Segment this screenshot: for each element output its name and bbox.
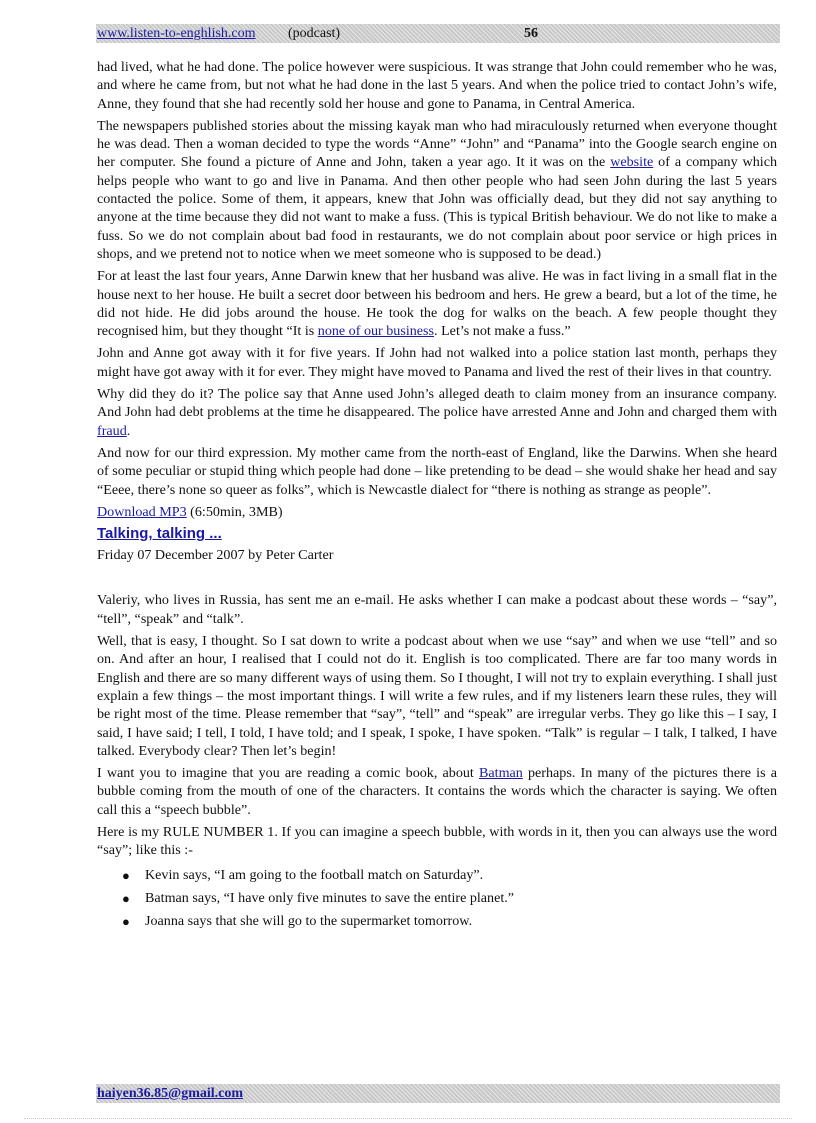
bullet-icon: ● [122,867,130,883]
list-item-text: Joanna says that she will go to the supermarket tomorrow. [145,912,473,929]
article2-paragraph-2: Well, that is easy, I thought. So I sat down to write a podcast about when we use “say” and when we use “tell” and so on. And after an hour, I realised that I could not do it. English is too complicated. There are far too many words in English and there are so many different ways of using them. So I thought, I will not try to explain everything. I shall just explain a few things – the most important things. I will write a few rules, and if my listeners learn these rules, they will be right most of the time. Please remember that “say”, “tell” and “speak” are irregular verbs. They go like this – I say, I said, I have said; I tell, I told, I have told; and I speak, I spoke, I have spoken. “Talk” is regular – I talk, I talked, I have talked. Everybody clear? Then let’s begin! [97,633,777,759]
header-site-link[interactable]: www.listen-to-enghlish.com [97,26,256,41]
document-body [97,58,777,933]
article2-byline: Friday 07 December 2007 by Peter Carter [97,547,334,564]
page-number: 56 [524,26,538,41]
article1-paragraph-5-text-a: Why did they do it? The police say that Anne used John’s alleged death to claim money from an insurance company. And John had debt problems at the time he disappeared. The police have arrested Anne and John and charged them with [97,386,777,421]
header-podcast-label: (podcast) [288,26,341,41]
article2-paragraph-4: Here is my RULE NUMBER 1. If you can imagine a speech bubble, with words in it, then you can always use the word “say”; like this :- [97,823,777,859]
list-item-text: Kevin says, “I am going to the football match on Saturday”. [145,866,484,883]
bullet-icon: ● [122,890,130,906]
list-item-text: Batman says, “I have only five minutes to save the entire planet.” [145,889,515,906]
download-info: (6:50min, 3MB) [186,503,283,520]
fraud-link[interactable]: fraud [97,422,127,439]
article2-title [97,524,777,544]
article1-paragraph-2 [97,117,777,263]
article2-paragraph-3-text-a: I want you to imagine that you are reading a comic book, about [97,765,479,782]
examples-list [97,864,777,933]
download-line [97,503,777,521]
article1-paragraph-2-text-a: The newspapers published stories about the missing kayak man who had miraculously returned when everyone thought he was dead. Then a woman decided to type the words “Anne” “John” and “Panama” into the Google search engine on her computer. She found a picture of Anne and John, taken a year ago. It it was on the [97,117,777,171]
page-bottom-divider [24,1118,792,1119]
article1-paragraph-2-text-b: of a company which helps people who want to go and live in Panama. And then other people who had seen John during the last 5 years contacted the police. Some of them, it appears, knew that John was officially dead, but they did not say anything to anyone at the time because they did not want to make a fuss. (This is typical British behaviour. We do not like to make a fuss. So we do not complain about bad food in restaurants, we do not complain about poor service or high prices in shops, and we pretend not to notice when we meet someone who is supposed to be dead.) [97,154,778,262]
article2-paragraph-3-text-b: perhaps. In many of the pictures there is a bubble coming from the mouth of one of the characters. It contains the words which the character is saying. We often call this a “speech bubble”. [97,765,777,818]
article2-paragraph-3 [97,764,777,819]
none-of-our-business-link[interactable]: none of our business [317,323,435,340]
article1-paragraph-3-text-b: . Let’s not make a fuss.” [434,323,571,340]
article1-paragraph-5-text-b: . [126,422,131,439]
article1-paragraph-3 [97,267,777,340]
list-item [122,910,777,933]
article1-paragraph-4: John and Anne got away with it for five years. If John had not walked into a police station last month, perhaps they might have got away with it for ever. They might have moved to Panama and lived the rest of their lives in that country. [97,345,777,380]
article2-paragraph-1: Valeriy, who lives in Russia, has sent me an e-mail. He asks whether I can make a podcast about these words – “say”, “tell”, “speak” and “talk”. [97,592,777,627]
download-mp3-link[interactable]: Download MP3 [97,503,187,520]
article1-paragraph-3-text-a: For at least the last four years, Anne Darwin knew that her husband was alive. He was in fact living in a small flat in the house next to her house. He built a secret door between his bedroom and hers. He grew a beard, but a lot of the time, he did not hide. He did jobs around the house. He took the dog for walks on the beach. A few people thought they recognised him, but they thought “It is [97,268,777,340]
bullet-icon: ● [122,913,130,929]
website-link[interactable]: website [610,154,654,171]
page-header [96,24,780,43]
page-footer [96,1084,780,1103]
list-item [122,887,777,910]
footer-email-link[interactable]: haiyen36.85@gmail.com [97,1086,244,1101]
article2-title-link[interactable]: Talking, talking ... [97,525,222,543]
article1-paragraph-5 [97,385,777,440]
section-spacer [97,564,777,591]
article1-paragraph-1: had lived, what he had done. The police however were suspicious. It was strange that John could remember who he was, and where he came from, but not what he had done in the last 5 years. And when the police tried to contact John’s wife, Anne, they found that she had recently sold her house and gone to Panama, in Central America. [97,59,777,112]
batman-link[interactable]: Batman [479,765,523,782]
list-item [122,864,777,887]
article1-paragraph-6: And now for our third expression. My mother came from the north-east of England, like the Darwins. When she heard of some peculiar or stupid thing which people had done – like pretending to be dead – she would shake her head and say “Eeee, there’s none so queer as folks”, which is Newcastle dialect for “there is nothing as strange as people”. [97,444,777,498]
